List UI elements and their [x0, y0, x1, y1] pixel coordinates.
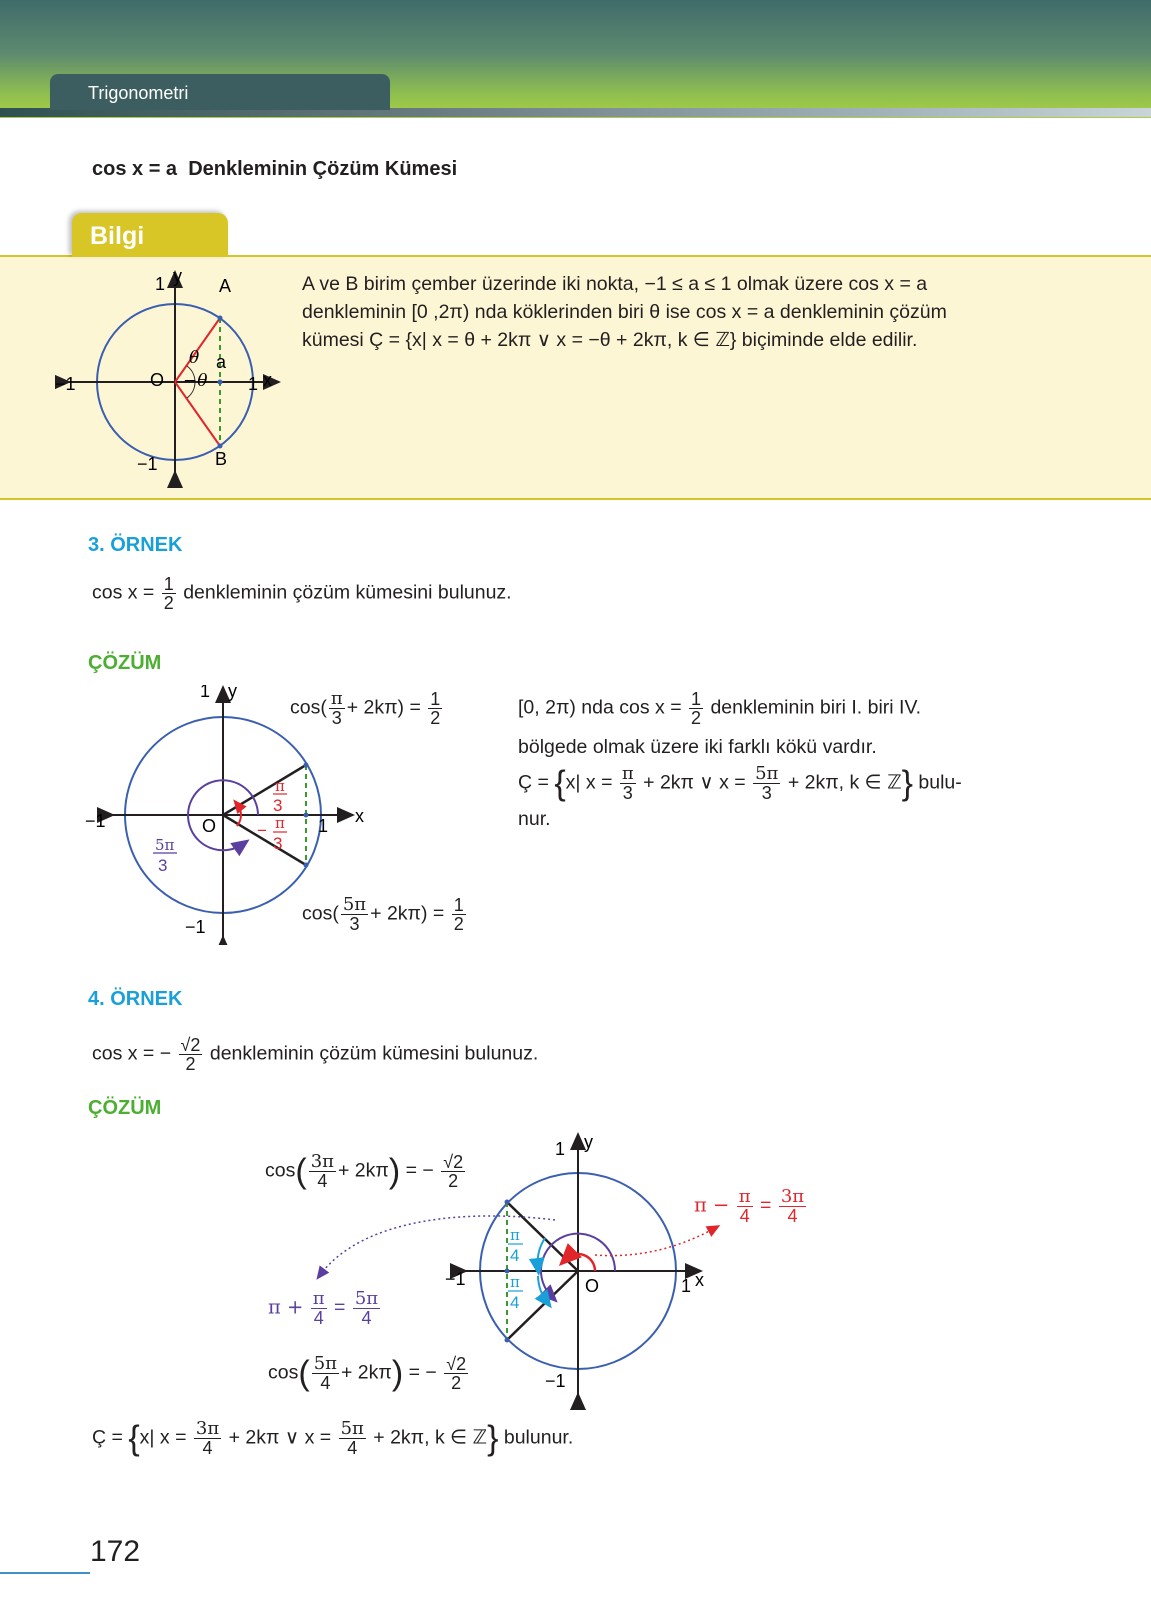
svg-text:y: y	[228, 685, 237, 701]
page-number-rule	[0, 1572, 90, 1574]
chapter-label: Trigonometri	[88, 83, 189, 103]
svg-text:1: 1	[555, 1139, 566, 1159]
ex4-top-equation: cos( $\frac{3\pi}{4}$ + 2kπ) = − $\frac{√2}{2}$	[265, 1151, 464, 1191]
svg-text:π: π	[275, 814, 285, 832]
svg-text:−1: −1	[85, 811, 106, 831]
svg-text:1: 1	[200, 685, 211, 701]
example-3-title: 3. ÖRNEK	[88, 534, 183, 556]
label-a-point: A	[219, 276, 232, 296]
svg-text:O: O	[202, 816, 217, 836]
svg-text:π: π	[510, 1226, 520, 1244]
svg-text:1: 1	[681, 1276, 692, 1296]
svg-text:5π: 5π	[155, 836, 175, 854]
example-3-solution-title: ÇÖZÜM	[88, 652, 162, 674]
label-theta: θ	[189, 348, 200, 368]
ex4-answer: Ç = {x| x = $\frac{3\pi}{4}$ + 2kπ ∨ x = $\frac{5\pi}{4}$ + 2kπ, k ∈ ℤ} bulunur.	[92, 1418, 574, 1458]
svg-text:3: 3	[273, 834, 283, 853]
ex4-purple-equation: π + $\frac{\pi}{4}$ = $\frac{5\pi}{4}$	[268, 1288, 379, 1328]
svg-text:−1: −1	[445, 1269, 466, 1289]
svg-text:−1: −1	[545, 1371, 566, 1391]
svg-text:4: 4	[510, 1246, 520, 1265]
info-tab: Bilgi	[72, 213, 228, 257]
chapter-tab	[50, 74, 390, 110]
info-line-1: A ve B birim çember üzerinde iki nokta, −1 ≤ a ≤ 1 olmak üzere cos x = a	[302, 273, 928, 295]
label-x: x	[263, 370, 272, 390]
label-origin: O	[150, 370, 165, 390]
label-minus-one-left: −1	[55, 374, 76, 394]
ex3-bottom-equation: cos( $\frac{5\pi}{3}$ + 2kπ) = $\frac{1}{2}$	[302, 894, 464, 934]
page-number: 172	[90, 1535, 141, 1568]
svg-text:π: π	[275, 777, 285, 795]
radius-pi-3	[223, 765, 306, 815]
red-dotted-arrow	[595, 1228, 715, 1256]
label-y: y	[173, 270, 182, 286]
info-line-3: kümesi Ç = {x| x = θ + 2kπ ∨ x = −θ + 2kπ, k ∈ ℤ} biçiminde elde edilir.	[302, 329, 918, 351]
svg-text:x: x	[695, 1270, 704, 1290]
svg-text:x: x	[355, 806, 364, 826]
label-one-top: 1	[155, 274, 166, 294]
svg-text:y: y	[584, 1132, 593, 1152]
label-one-right: 1	[248, 374, 259, 394]
topic-title: cos x = a Denkleminin Çözüm Kümesi	[92, 158, 458, 180]
svg-text:−: −	[257, 821, 267, 840]
radius-b	[175, 382, 220, 446]
ex3-solution-line-1: [0, 2π) nda cos x = $\frac{1}{2}$ denkleminin biri I. biri IV.	[518, 689, 922, 728]
svg-text:O: O	[585, 1276, 600, 1296]
example-4-question: cos x = − $\frac{√2}{2}$ denkleminin çözüm kümesini bulunuz.	[92, 1035, 539, 1074]
unit-circle-diagram-info	[55, 270, 295, 490]
example-4-solution-title: ÇÖZÜM	[88, 1097, 162, 1119]
ex3-solution-line-2: bölgede olmak üzere iki farklı kökü vardır.	[518, 736, 877, 758]
svg-text:1: 1	[318, 816, 329, 836]
info-line-2: denkleminin [0 ,2π) nda köklerinden biri θ ise cos x = a denkleminin çözüm	[302, 301, 947, 323]
purple-dotted-arrow	[320, 1216, 555, 1275]
svg-text:3: 3	[158, 856, 168, 875]
ex3-solution-line-3: Ç = {x| x = $\frac{\pi}{3}$ + 2kπ ∨ x = $\frac{5\pi}{3}$ + 2kπ, k ∈ ℤ} bulu-	[518, 763, 962, 803]
ex3-solution-line-4: nur.	[518, 808, 551, 830]
example-3-question: cos x = $\frac{1}{2}$ denkleminin çözüm kümesini bulunuz.	[92, 574, 512, 613]
label-b-point: B	[215, 449, 228, 469]
label-minus-theta: −θ	[183, 371, 208, 391]
example-4-title: 4. ÖRNEK	[88, 988, 183, 1010]
label-minus-one-bottom: −1	[137, 454, 158, 474]
svg-text:4: 4	[510, 1293, 520, 1312]
ex4-bottom-equation: cos( $\frac{5\pi}{4}$ + 2kπ) = − $\frac{√2}{2}$	[268, 1353, 467, 1393]
svg-text:π: π	[510, 1273, 520, 1291]
label-a-value: a	[216, 352, 227, 372]
svg-text:3: 3	[273, 796, 283, 815]
svg-text:−1: −1	[185, 917, 206, 937]
ex4-red-equation: π − $\frac{\pi}{4}$ = $\frac{3\pi}{4}$	[694, 1186, 805, 1226]
ex3-top-equation: cos( $\frac{\pi}{3}$ + 2kπ) = $\frac{1}{2}$	[290, 688, 441, 728]
